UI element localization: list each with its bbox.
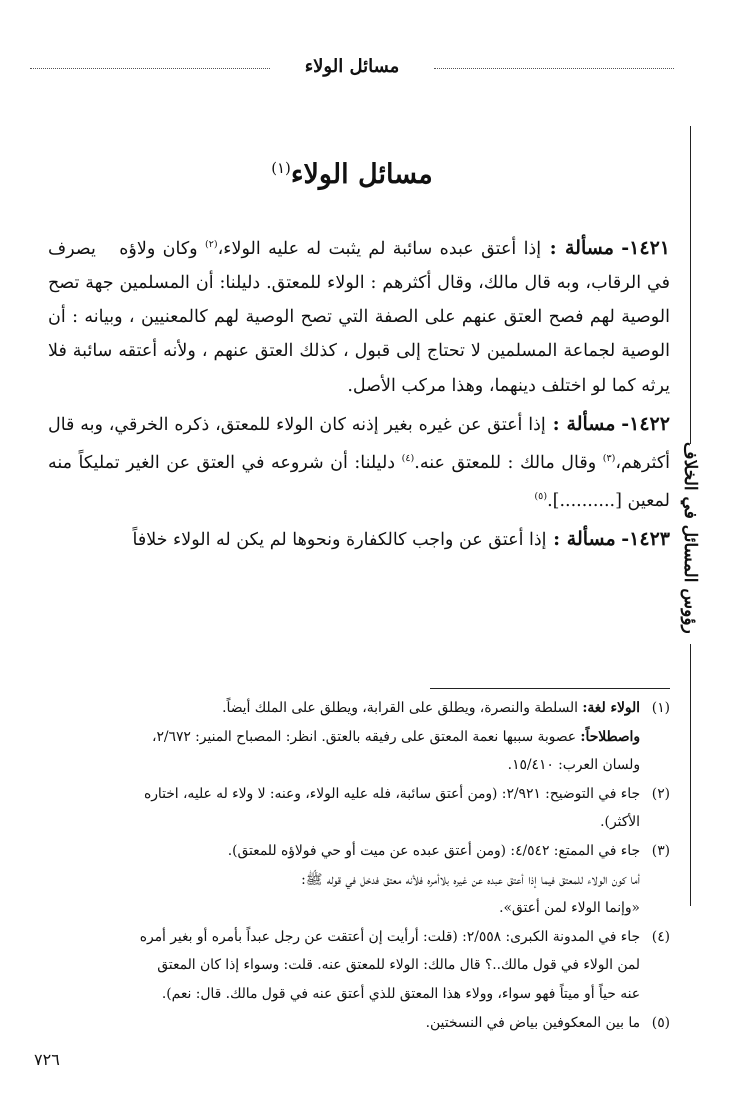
footnote-number: (٢) <box>651 785 670 802</box>
issue-1421: ١٤٢١- مسألة : إذا أعتق عبده سائبة لم يثبت له عليه الولاء،$^{(٢)}$ وكان ولاؤه يصرف في الرقاب، وبه قال مالك، وقال أكثرهم : الولاء للمعتق. دليلنا: أن المسلمين جهة تصح الوصية لهم فصح العتق عنهم على الصفة التي تصح الوصية لهم كالمعنيين ، وبيانه : أن الوصية لجماعة المسلمين لا تحتاج إلى قبول ، كذلك العتق عنهم ، ولأنه أعتقه سائبة فلا يرثه كما لو اختلف دينهما، وهذا مركب الأصل. <box>48 236 670 396</box>
issue-text: إذا أعتق عن غيره بغير إذنه كان الولاء للمعتق، ذكره الخرقي، <box>108 414 546 435</box>
footnote-text: أما كون الولاء للمعتق فيما إذا أعتق عبده عن غيره بلاأمره فلأنه معتق فدخل في قوله ﷺ: <box>301 871 640 888</box>
issue-text: المسلمين جهة تصح الوصية لهم فصح العتق عنهم على الصفة التي تصح <box>48 273 670 328</box>
footnote-ref: (٢) <box>204 239 218 250</box>
footnote-ref: (٤) <box>401 453 415 465</box>
issue-text: وقال مالك : للمعتق عنه. <box>414 452 597 473</box>
issue-text: دليلنا: أن شروعه في العتق عن <box>166 452 396 473</box>
issue-text: وهذا مركب الأصل. <box>347 375 484 396</box>
footnote-label: واصطلاحاً: <box>580 728 640 745</box>
issue-text: الوصية لهم كالمعنيين ، وبيانه : أن الوصية لجماعة المسلمين لا تحتاج إلى <box>48 307 670 362</box>
footnote-ref: (٥) <box>534 491 548 503</box>
issue-1422: ١٤٢٢- مسألة : إذا أعتق عن غيره بغير إذنه كان الولاء للمعتق، ذكره الخرقي، وبه قال أكثرهم،$^{(٣)}$ وقال مالك : للمعتق عنه.$^{(٤)}$ دليلنا: أن شروعه في العتق عن الغير تمليكاً منه لمعين [..........].$^{(٥)}$ <box>48 412 671 511</box>
footnote-text: ما بين المعكوفين بياض في النسختين. <box>425 1014 640 1031</box>
footnote-text: لمن الولاء في قول مالك..؟ قال مالك: الولاء للمعتق عنه. قلت: وسواء إذا كان المعتق <box>157 957 640 974</box>
footnote-number: (٤) <box>651 928 670 945</box>
issue-keyword: مسألة <box>565 236 614 259</box>
footnote-5 <box>48 1009 670 1038</box>
chapter-title: مسائل الولاء <box>290 159 433 190</box>
issue-text: إذا أعتق عن واجب كالكفارة ونحوها لم يكن له الولاء خلافاً <box>132 530 547 551</box>
running-header-title: مسائل الولاء <box>304 56 400 77</box>
footnote-text: السلطة والنصرة، ويطلق على القرابة، ويطلق على الملك أيضاً. <box>222 700 578 716</box>
issue-keyword: مسألة <box>566 412 616 435</box>
footnote-separator <box>430 688 670 689</box>
footnote-text: «وإنما الولاء لمن أعتق». <box>499 900 640 917</box>
side-rule-bottom <box>690 644 691 906</box>
header-rule-right <box>434 68 674 69</box>
issue-text: وبه قال أكثرهم، <box>48 414 671 473</box>
chapter-heading <box>30 146 674 197</box>
footnote-4 <box>48 923 670 1009</box>
issue-text: إذا أعتق عبده سائبة لم يثبت له عليه الولاء، <box>217 238 542 259</box>
side-book-title: رؤوس المسائل في الخلاف <box>680 442 700 634</box>
side-rule-top <box>690 126 691 444</box>
page-number: ٧٢٦ <box>34 1050 60 1069</box>
issue-text: وكان ولاؤه <box>119 238 198 259</box>
footnote-text: عصوبة سببها نعمة المعتق على رفيقه بالعتق. انظر: المصباح المنير: ٢/٦٧٢، <box>152 728 577 745</box>
chapter-footnote-ref: (١) <box>271 159 291 177</box>
footnote-3 <box>48 837 670 923</box>
main-text <box>48 228 670 561</box>
issue-number: ١٤٢٢- <box>621 412 670 435</box>
footnote-number: (١) <box>651 700 670 716</box>
issue-text: يصرف في الرقاب، وبه قال مالك، وقال أكثرهم : الولاء للمعتق. دليلنا: أن <box>48 238 670 294</box>
footnotes <box>48 694 670 1037</box>
footnote-ref: (٣) <box>602 453 616 465</box>
footnote-text: الأكثر). <box>600 814 640 831</box>
issue-number: ١٤٢١- <box>621 236 670 259</box>
footnote-2 <box>48 780 670 837</box>
footnote-label: الولاء لغة: <box>582 700 640 716</box>
footnote-text: عنه حياً أو ميتاً فهو سواء، وولاء هذا المعتق للذي أعتق عنه في قول مالك. قال: نعم). <box>161 985 640 1002</box>
issue-text: قبول ، كذلك العتق عنهم ، ولأنه أعتقه سائبة فلا يرثه كما لو اختلف دينهما، <box>48 341 670 396</box>
running-header <box>30 52 674 82</box>
issue-text: الغير تمليكاً منه لمعين [..........]. <box>48 452 670 511</box>
footnote-1 <box>48 694 670 780</box>
issue-1423: ١٤٢٣- مسألة : إذا أعتق عن واجب كالكفارة ونحوها لم يكن له الولاء خلافاً <box>132 528 670 551</box>
footnote-text: ولسان العرب: ١٥/٤١٠. <box>507 757 640 774</box>
footnote-text: جاء في التوضيح: ٢/٩٢١: (ومن أعتق سائبة، فله عليه الولاء، وعنه: لا ولاء له عليه، اختاره <box>143 785 640 802</box>
issue-keyword: مسألة <box>566 528 616 551</box>
issue-number: ١٤٢٣- <box>621 528 670 551</box>
footnote-number: (٥) <box>651 1014 670 1031</box>
footnote-number: (٣) <box>651 842 670 859</box>
footnote-text: جاء في المدونة الكبرى: ٢/٥٥٨: (قلت: أرأيت إن أعتقت عن رجل عبداً بأمره أو بغير أمره <box>139 928 640 945</box>
footnote-text: جاء في الممتع: ٤/٥٤٢: (ومن أعتق عبده عن ميت أو حي فولاؤه للمعتق). <box>227 842 640 859</box>
